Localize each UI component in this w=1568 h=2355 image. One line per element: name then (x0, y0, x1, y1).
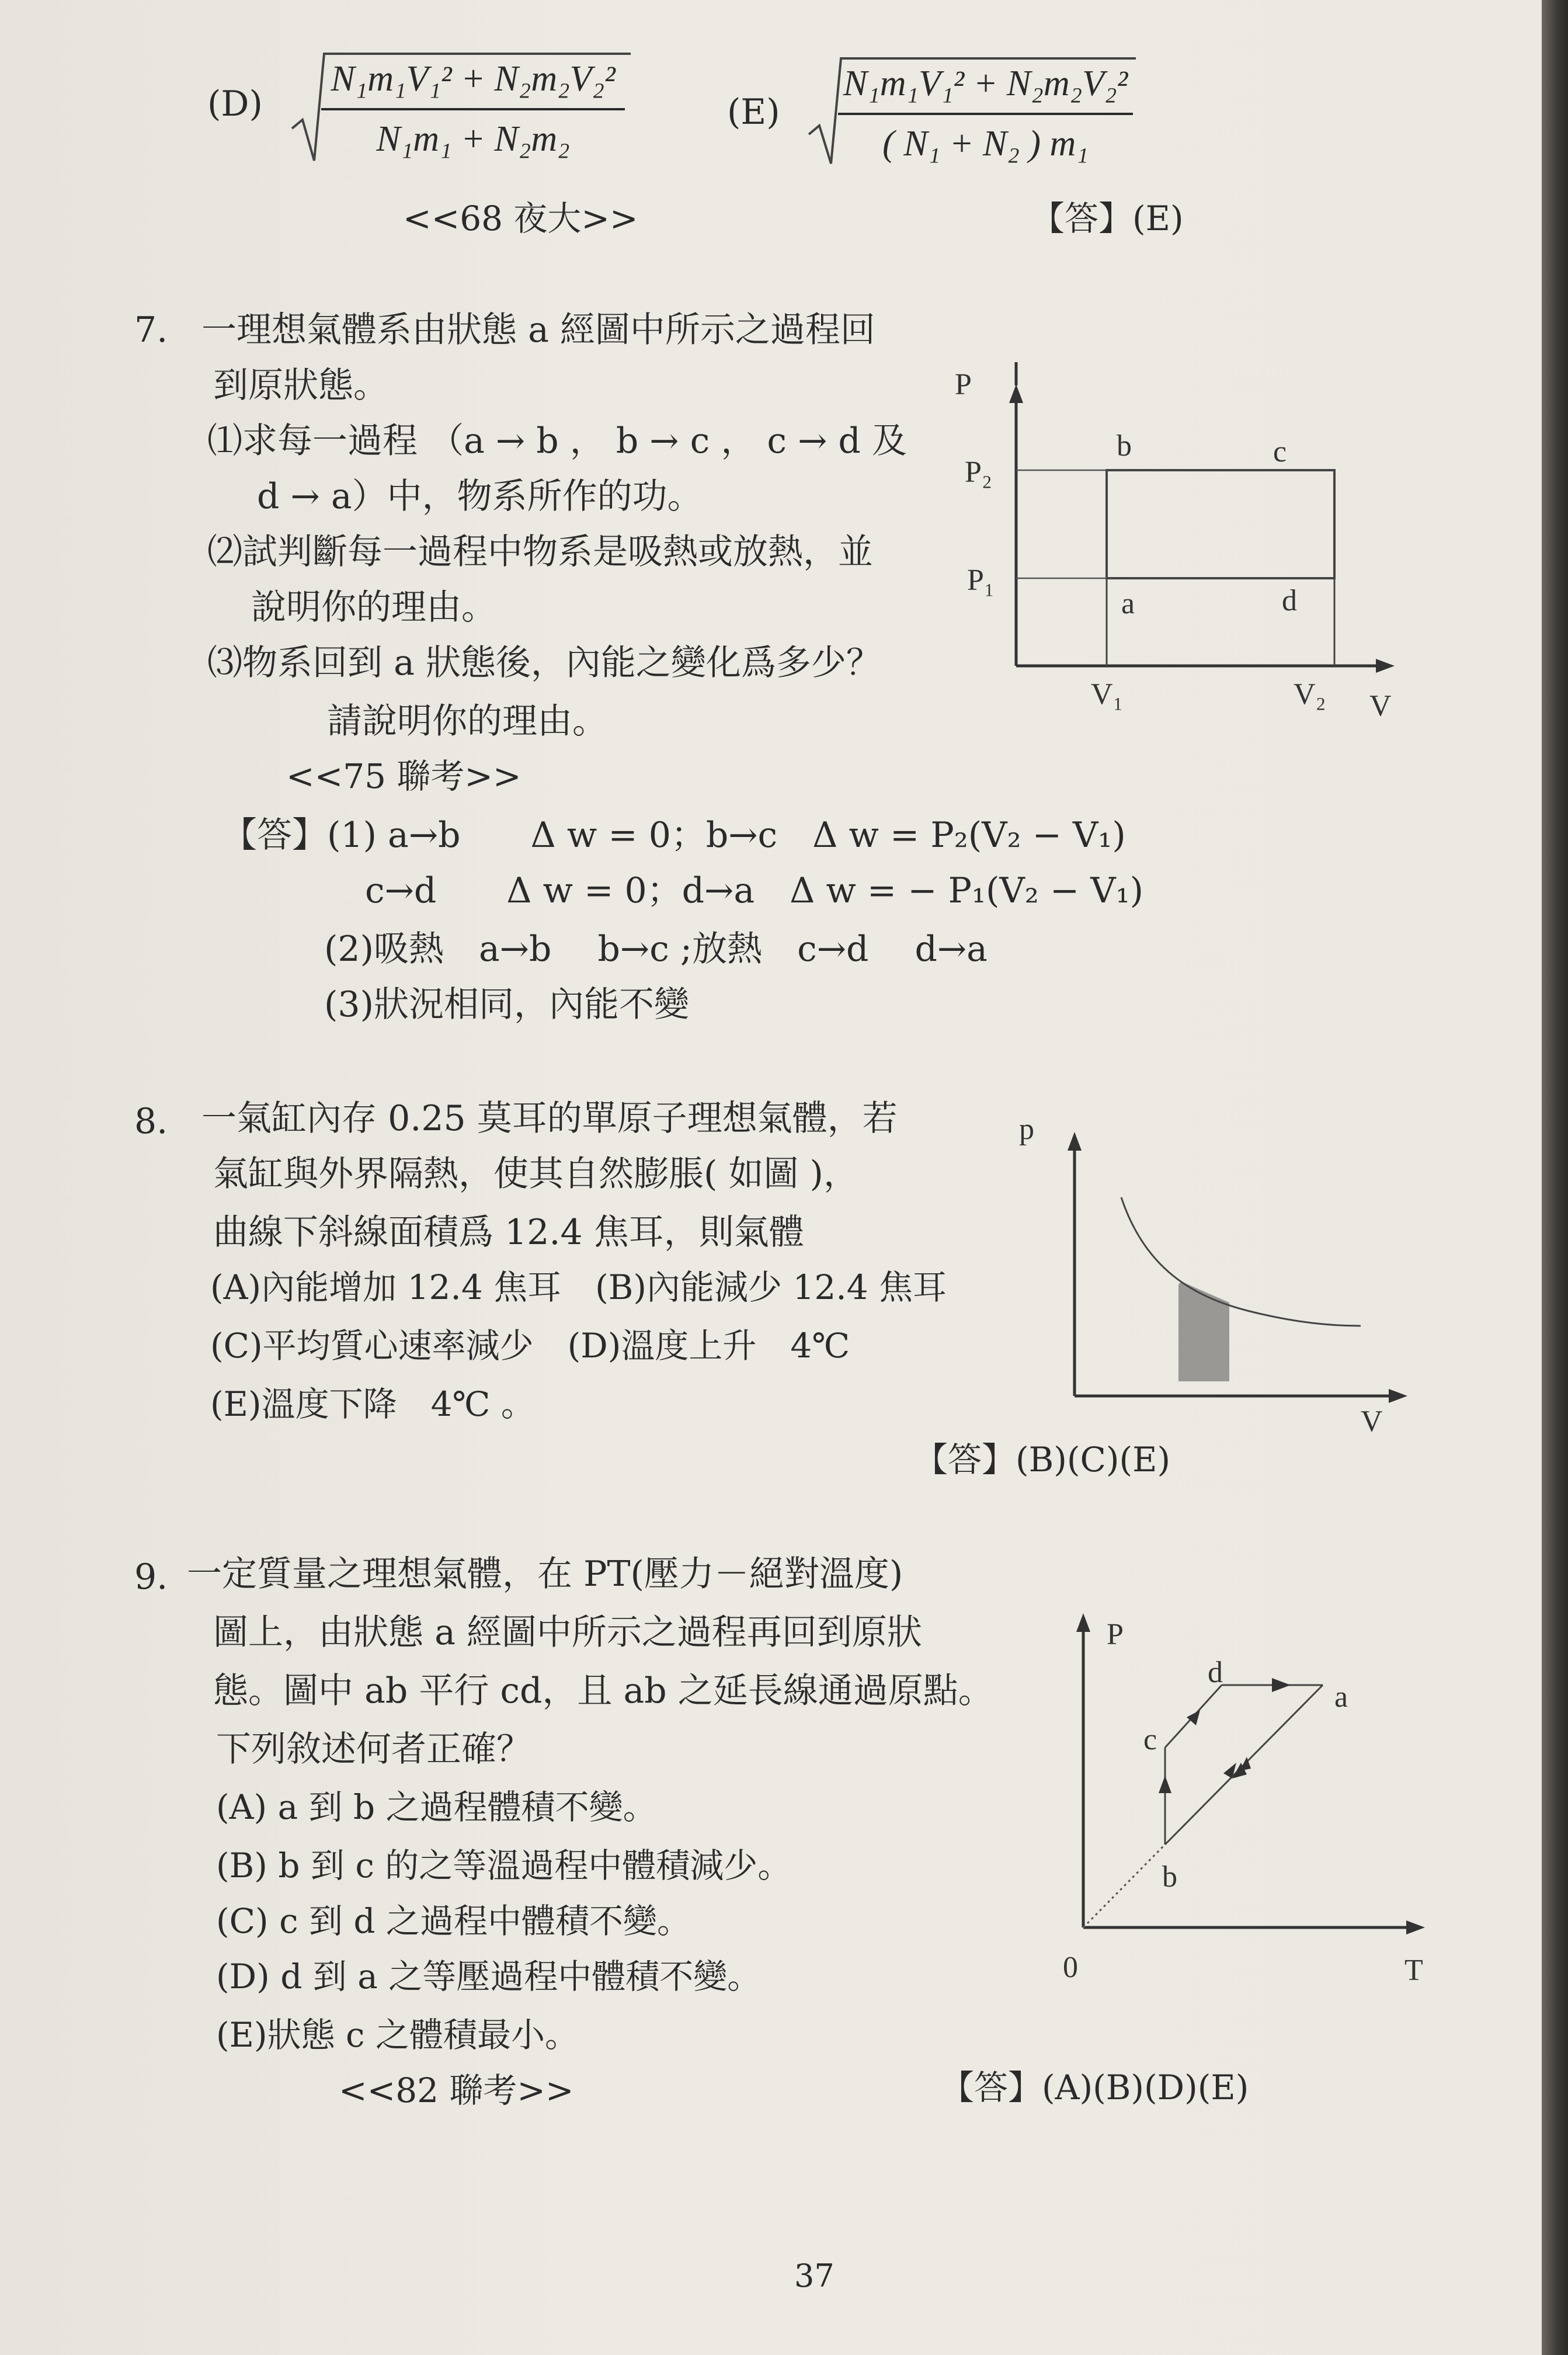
q7-line-7: ⑶物系回到 a 狀態後，內能之變化爲多少？ (207, 642, 881, 683)
q6-option-d-fraction (321, 58, 625, 160)
q9-p-axis-label: P (1107, 1618, 1124, 1651)
q7-v1-label: V₁ (1091, 678, 1124, 711)
q9-option-b: (B) b 到 c 的之等溫過程中體積減少。 (216, 1846, 792, 1885)
q8-pv-diagram (1004, 1110, 1413, 1449)
q7-v-arrow (1376, 659, 1395, 673)
q8-answer: 【答】(B)(C)(E) (914, 1440, 1171, 1479)
q7-line-6: 說明你的理由。 (251, 587, 496, 628)
q8-options-cd: (C)平均質心速率減少 (D)溫度上升 4℃ (210, 1326, 850, 1366)
q9-pt-diagram (1039, 1600, 1448, 1998)
q7-pv-diagram (946, 362, 1413, 736)
q7-cycle-rectangle (1107, 470, 1334, 578)
q9-option-e: (E)狀態 c 之體積最小。 (216, 2015, 579, 2055)
q6-option-d-label: (D) (207, 84, 263, 124)
q6-option-e-label: (E) (727, 92, 780, 133)
q6-source: <<68 夜大>> (403, 199, 638, 238)
q9-arrow-d-to-a (1272, 1678, 1291, 1692)
q8-v-arrow (1389, 1389, 1407, 1403)
q8-line-2: 氣缸與外界隔熱，使其自然膨脹( 如圖 )， (213, 1154, 858, 1194)
q8-option-e: (E)溫度下降 4℃ 。 (210, 1384, 535, 1424)
q6-option-d-denominator: N₁m₁ + N₂m₂ (376, 119, 570, 159)
q7-line-4: d → a）中，物系所作的功。 (257, 476, 703, 517)
q7-number: 7. (134, 310, 168, 350)
book-spine (1542, 0, 1568, 2355)
q7-line-8: 請說明你的理由。 (327, 701, 607, 742)
q9-state-c: c (1143, 1723, 1157, 1756)
q9-option-d: (D) d 到 a 之等壓過程中體積不變。 (216, 1957, 762, 1996)
q9-line-2: 圖上，由狀態 a 經圖中所示之過程再回到原狀 (213, 1612, 922, 1653)
q9-extension-to-origin (1083, 1845, 1165, 1927)
q7-p1-label: P₁ (967, 564, 995, 597)
q7-p-arrow (1009, 384, 1023, 403)
q7-p-axis-label: P (955, 368, 972, 401)
q8-p-arrow (1068, 1132, 1082, 1151)
q8-line-3: 曲線下斜線面積爲 12.4 焦耳，則氣體 (213, 1212, 804, 1253)
q9-p-arrow (1076, 1613, 1090, 1632)
q7-state-b: b (1117, 429, 1132, 463)
q7-state-c: c (1273, 435, 1287, 468)
q7-line-1: 一理想氣體系由狀態 a 經圖中所示之過程回 (201, 310, 875, 350)
q7-answer-line-2: c→d Δ w = 0；d→a Δ w = − P₁(V₂ − V₁) (365, 870, 1144, 911)
q6-answer: 【答】(E) (1031, 199, 1184, 238)
q8-line-1: 一氣缸內存 0.25 莫耳的單原子理想氣體，若 (201, 1098, 898, 1139)
q9-state-d: d (1208, 1656, 1223, 1689)
q7-answer-line-4: (3)狀況相同，內能不變 (324, 984, 689, 1025)
q9-option-c: (C) c 到 d 之過程中體積不變。 (216, 1901, 691, 1941)
q8-number: 8. (134, 1101, 168, 1142)
q8-v-axis-label: V (1361, 1405, 1383, 1438)
q9-t-arrow (1406, 1920, 1425, 1934)
q9-option-a: (A) a 到 b 之過程體積不變。 (216, 1787, 657, 1827)
q8-options-ab: (A)內能增加 12.4 焦耳 (B)內能減少 12.4 焦耳 (210, 1267, 947, 1307)
q6-option-e-denominator: ( N₁ + N₂ ) m₁ (882, 124, 1089, 164)
q7-line-2: 到原狀態。 (213, 365, 388, 406)
q6-option-e-numerator: N₁m₁V₁² + N₂m₂V₂² (843, 64, 1128, 103)
q9-arrow-c-to-d (1187, 1710, 1200, 1725)
q7-v2-label: V₂ (1294, 678, 1326, 711)
q7-p2-label: P₂ (965, 456, 993, 489)
q7-line-3: ⑴求每一過程 （a → b ， b → c ， c → d 及 (207, 421, 907, 461)
q8-shaded-work-area (1178, 1282, 1229, 1381)
q8-adiabatic-curve (1121, 1197, 1361, 1326)
q9-line-1: 一定質量之理想氣體，在 PT(壓力－絕對溫度) (187, 1554, 903, 1595)
q9-line-3: 態。圖中 ab 平行 cd，且 ab 之延長線通過原點。 (213, 1670, 993, 1711)
q7-answer-line-1: 【答】(1) a→b Δ w = 0；b→c Δ w = P₂(V₂ − V₁) (222, 815, 1126, 856)
q9-source: <<82 聯考>> (339, 2071, 574, 2110)
q9-state-a: a (1334, 1680, 1348, 1714)
q6-option-e-fraction (838, 63, 1133, 165)
q7-line-5: ⑵試判斷每一過程中物系是吸熱或放熱，並 (207, 532, 873, 572)
q7-state-a: a (1121, 587, 1135, 620)
q9-arrow-b-to-c (1159, 1776, 1171, 1793)
q7-v-axis-label: V (1369, 689, 1392, 723)
q7-answer-line-3: (2)吸熱 a→b b→c ;放熱 c→d d→a (324, 929, 988, 970)
q9-origin-label: 0 (1063, 1951, 1078, 1984)
page-number: 37 (794, 2257, 835, 2294)
q6-option-d-numerator: N₁m₁V₁² + N₂m₂V₂² (331, 59, 616, 99)
q9-state-b: b (1162, 1860, 1177, 1894)
q8-p-axis-label: p (1019, 1113, 1034, 1146)
q9-number: 9. (134, 1557, 168, 1597)
q9-t-axis-label: T (1404, 1954, 1423, 1987)
q7-source: <<75 聯考>> (286, 756, 521, 796)
q9-answer: 【答】(A)(B)(D)(E) (940, 2068, 1249, 2107)
q9-line-4: 下列敘述何者正確？ (216, 1729, 531, 1770)
q7-state-d: d (1282, 584, 1297, 617)
